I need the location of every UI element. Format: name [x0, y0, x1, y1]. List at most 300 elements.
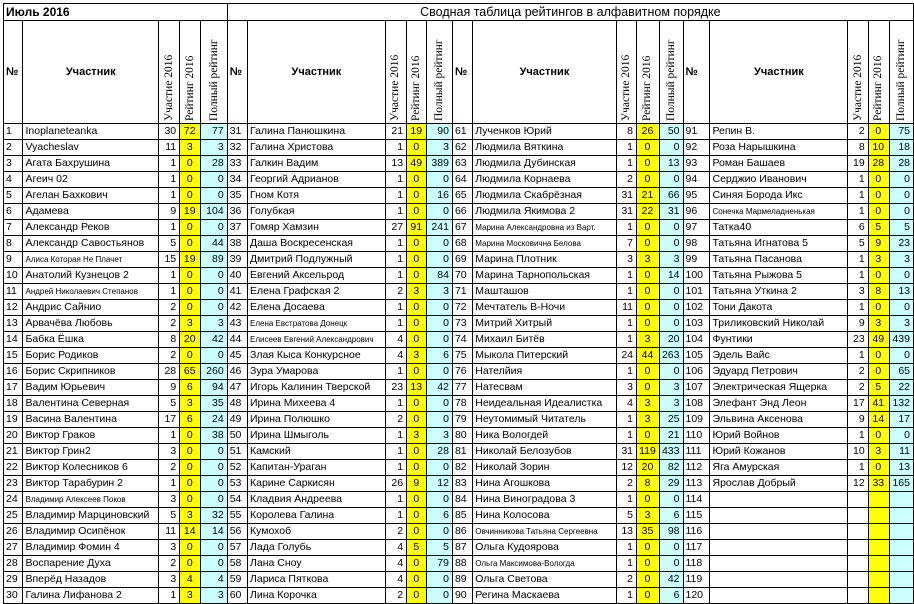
rating-2016: 3 [180, 396, 201, 412]
full-rating: 0 [427, 236, 453, 252]
participation-count: 1 [158, 188, 179, 204]
participation-count: 10 [848, 444, 868, 460]
rating-2016: 0 [180, 492, 201, 508]
full-rating: 0 [889, 204, 913, 220]
rating-2016: 0 [180, 540, 201, 556]
participant-name: Борис Родиков [23, 348, 158, 364]
participation-count: 1 [848, 268, 868, 284]
participation-count: 1 [616, 492, 636, 508]
full-rating: 0 [427, 300, 453, 316]
row-number: 83 [452, 476, 472, 492]
full-rating: 14 [201, 524, 227, 540]
participation-count: 3 [616, 252, 636, 268]
row-number: 33 [227, 156, 247, 172]
row-number: 105 [683, 348, 710, 364]
participant-name: Капитан-Ураган [247, 460, 385, 476]
rating-2016: 0 [407, 172, 427, 188]
row-number: 108 [683, 396, 710, 412]
participation-count: 5 [848, 236, 868, 252]
participation-count: 1 [158, 476, 179, 492]
header-full-rating-text: Полный рейтинг [207, 39, 220, 121]
participant-name: Людмила Якимова 2 [473, 204, 616, 220]
full-rating: 29 [659, 476, 683, 492]
rating-2016: 9 [407, 476, 427, 492]
header-participant: Участник [710, 21, 848, 124]
full-rating: 0 [659, 316, 683, 332]
participant-name: Татьяна Игнатова 5 [710, 236, 848, 252]
rating-2016: 0 [637, 364, 660, 380]
row-number: 61 [452, 124, 472, 140]
rating-2016: 26 [637, 124, 660, 140]
row-number: 32 [227, 140, 247, 156]
full-rating: 3 [889, 252, 913, 268]
full-rating: 25 [659, 412, 683, 428]
participation-count: 3 [158, 572, 179, 588]
participation-count: 2 [385, 412, 406, 428]
participant-name: Овчинникова Татьяна Сергеевна [473, 524, 616, 540]
row-number: 36 [227, 204, 247, 220]
rating-2016: 3 [868, 316, 889, 332]
participation-count: 2 [385, 524, 406, 540]
full-rating: 13 [889, 460, 913, 476]
participant-name: Лариса Пяткова [247, 572, 385, 588]
row-number: 18 [4, 396, 23, 412]
full-rating: 44 [201, 236, 227, 252]
full-rating: 42 [201, 332, 227, 348]
row-number: 92 [683, 140, 710, 156]
participant-name: Эдель Вайс [710, 348, 848, 364]
participation-count: 3 [158, 540, 179, 556]
participant-name: Михаил Битёв [473, 332, 616, 348]
row-number: 21 [4, 444, 23, 460]
rating-2016: 35 [637, 524, 660, 540]
participation-count: 2 [385, 588, 406, 604]
participation-count: 4 [616, 396, 636, 412]
participation-count: 2 [158, 348, 179, 364]
rating-2016: 0 [407, 316, 427, 332]
participant-name: Георгий Адрианов [247, 172, 385, 188]
rating-2016: 10 [868, 140, 889, 156]
row-number: 104 [683, 332, 710, 348]
full-rating: 0 [659, 492, 683, 508]
table-row [4, 508, 914, 524]
full-rating: 3 [427, 284, 453, 300]
participation-count: 30 [158, 124, 179, 140]
participant-name: Людмила Дубинская [473, 156, 616, 172]
row-number: 82 [452, 460, 472, 476]
full-rating: 66 [659, 188, 683, 204]
full-rating: 5 [889, 220, 913, 236]
rating-2016: 49 [868, 332, 889, 348]
row-number: 68 [452, 236, 472, 252]
participant-name: Нателйия [473, 364, 616, 380]
participation-count: 2 [158, 460, 179, 476]
participant-name: Нина Виноградова 3 [473, 492, 616, 508]
rating-2016: 0 [868, 460, 889, 476]
full-rating: 13 [659, 156, 683, 172]
participation-count: 9 [848, 412, 868, 428]
row-number: 27 [4, 540, 23, 556]
rating-2016: 3 [637, 396, 660, 412]
table-row [4, 412, 914, 428]
table-row [4, 284, 914, 300]
rating-2016: 0 [407, 268, 427, 284]
table-row [4, 556, 914, 572]
participant-name: Серджио Иванович [710, 172, 848, 188]
table-row [4, 252, 914, 268]
participation-count [848, 524, 868, 540]
table-row [4, 396, 914, 412]
rating-2016: 3 [407, 348, 427, 364]
rating-2016: 0 [637, 268, 660, 284]
row-number: 4 [4, 172, 23, 188]
rating-2016: 0 [637, 572, 660, 588]
participant-name: Триликовский Николай [710, 316, 848, 332]
rating-2016: 91 [407, 220, 427, 236]
header-participation [616, 21, 636, 124]
rating-2016: 0 [868, 172, 889, 188]
participant-name [710, 508, 848, 524]
full-rating: 263 [659, 348, 683, 364]
participation-count: 31 [616, 188, 636, 204]
participant-name: Голубкая [247, 204, 385, 220]
participation-count: 1 [158, 284, 179, 300]
participant-name: Вперёд Назадов [23, 572, 158, 588]
rating-2016: 0 [180, 172, 201, 188]
full-rating: 0 [889, 348, 913, 364]
full-rating: 22 [889, 380, 913, 396]
rating-2016: 0 [407, 364, 427, 380]
rating-2016: 0 [637, 172, 660, 188]
row-number: 19 [4, 412, 23, 428]
rating-2016: 0 [637, 316, 660, 332]
participation-count: 11 [158, 524, 179, 540]
row-number: 6 [4, 204, 23, 220]
participant-name: Эльвина Аксенова [710, 412, 848, 428]
participant-name: Галина Панюшкина [247, 124, 385, 140]
participation-count: 2 [616, 572, 636, 588]
row-number: 23 [4, 476, 23, 492]
rating-2016: 3 [407, 284, 427, 300]
header-participant: Участник [23, 21, 158, 124]
table-row [4, 124, 914, 140]
full-rating: 0 [427, 572, 453, 588]
rating-2016: 0 [407, 572, 427, 588]
row-number: 78 [452, 396, 472, 412]
rating-2016: 9 [868, 236, 889, 252]
rating-2016: 14 [180, 524, 201, 540]
participation-count: 1 [158, 268, 179, 284]
participant-name: Агеич 02 [23, 172, 158, 188]
row-number: 77 [452, 380, 472, 396]
row-number: 41 [227, 284, 247, 300]
participation-count: 1 [848, 300, 868, 316]
row-number: 98 [683, 236, 710, 252]
rating-2016: 3 [868, 252, 889, 268]
rating-2016: 0 [407, 252, 427, 268]
participation-count: 15 [158, 252, 179, 268]
participation-count: 3 [158, 444, 179, 460]
rating-2016 [868, 492, 889, 508]
participation-count: 2 [848, 124, 868, 140]
row-number: 93 [683, 156, 710, 172]
full-rating: 3 [659, 252, 683, 268]
rating-2016: 0 [637, 236, 660, 252]
rating-2016: 0 [868, 348, 889, 364]
rating-2016: 0 [637, 284, 660, 300]
participant-name: Королева Галина [247, 508, 385, 524]
rating-2016: 19 [407, 124, 427, 140]
rating-2016: 6 [180, 412, 201, 428]
row-number: 9 [4, 252, 23, 268]
row-number: 60 [227, 588, 247, 604]
row-number: 44 [227, 332, 247, 348]
participant-name: Бабка Ёшка [23, 332, 158, 348]
participant-name: Эдуард Петрович [710, 364, 848, 380]
participation-count: 3 [616, 380, 636, 396]
row-number: 24 [4, 492, 23, 508]
rating-2016 [868, 540, 889, 556]
participation-count: 28 [158, 364, 179, 380]
participation-count: 4 [385, 540, 406, 556]
row-number: 101 [683, 284, 710, 300]
row-number: 49 [227, 412, 247, 428]
row-number: 14 [4, 332, 23, 348]
participant-name: Машташов [473, 284, 616, 300]
full-rating: 6 [659, 508, 683, 524]
rating-2016 [868, 572, 889, 588]
rating-2016: 19 [180, 252, 201, 268]
row-number: 43 [227, 316, 247, 332]
full-rating: 0 [889, 172, 913, 188]
participant-name: Яга Амурская [710, 460, 848, 476]
participation-count: 26 [385, 476, 406, 492]
row-number: 56 [227, 524, 247, 540]
participant-name: Роза Нарышкина [710, 140, 848, 156]
row-number: 20 [4, 428, 23, 444]
participation-count: 1 [848, 252, 868, 268]
full-rating: 433 [659, 444, 683, 460]
participation-count: 2 [158, 300, 179, 316]
row-number: 46 [227, 364, 247, 380]
row-number: 70 [452, 268, 472, 284]
row-number: 34 [227, 172, 247, 188]
full-rating: 0 [889, 268, 913, 284]
full-rating: 6 [659, 588, 683, 604]
participation-count: 4 [385, 332, 406, 348]
row-number: 118 [683, 556, 710, 572]
rating-2016: 3 [868, 444, 889, 460]
participant-name: Ирина Полюшко [247, 412, 385, 428]
header-participation-text: Участие 2016 [619, 54, 632, 121]
participant-name: Ника Вологдей [473, 428, 616, 444]
header-number: № [452, 21, 472, 124]
full-rating: 0 [659, 556, 683, 572]
row-number: 8 [4, 236, 23, 252]
full-rating: 3 [659, 396, 683, 412]
participation-count: 11 [616, 300, 636, 316]
full-rating: 0 [201, 300, 227, 316]
header-full-rating-text: Полный рейтинг [664, 39, 677, 121]
full-rating: 3 [427, 428, 453, 444]
row-number: 53 [227, 476, 247, 492]
table-row [4, 220, 914, 236]
full-rating: 50 [659, 124, 683, 140]
participant-name: Лина Корочка [247, 588, 385, 604]
row-number: 113 [683, 476, 710, 492]
row-number: 102 [683, 300, 710, 316]
table-row [4, 332, 914, 348]
full-rating: 0 [427, 588, 453, 604]
participant-name: Игорь Калинин Тверской [247, 380, 385, 396]
table-row [4, 460, 914, 476]
row-number: 110 [683, 428, 710, 444]
row-number: 115 [683, 508, 710, 524]
participant-name: Ольга Максимова-Вологда [473, 556, 616, 572]
rating-2016: 0 [180, 188, 201, 204]
full-rating: 0 [659, 284, 683, 300]
row-number: 25 [4, 508, 23, 524]
table-row [4, 364, 914, 380]
participation-count: 9 [158, 204, 179, 220]
participation-count: 1 [848, 188, 868, 204]
header-full-rating [659, 21, 683, 124]
rating-2016: 0 [180, 284, 201, 300]
full-rating: 0 [427, 316, 453, 332]
row-number: 5 [4, 188, 23, 204]
row-number: 29 [4, 572, 23, 588]
participation-count: 2 [158, 556, 179, 572]
rating-2016: 20 [637, 460, 660, 476]
participation-count: 17 [848, 396, 868, 412]
row-number: 120 [683, 588, 710, 604]
rating-2016: 0 [407, 524, 427, 540]
participant-name: Валентина Северная [23, 396, 158, 412]
row-number: 45 [227, 348, 247, 364]
participation-count: 1 [158, 428, 179, 444]
row-number: 97 [683, 220, 710, 236]
full-rating: 104 [201, 204, 227, 220]
rating-2016: 41 [868, 396, 889, 412]
participation-count: 1 [616, 412, 636, 428]
participation-count: 1 [848, 172, 868, 188]
full-rating: 0 [427, 332, 453, 348]
table-row [4, 156, 914, 172]
participation-count: 1 [385, 364, 406, 380]
table-row [4, 348, 914, 364]
rating-2016: 0 [637, 380, 660, 396]
full-rating: 75 [889, 124, 913, 140]
row-number: 116 [683, 524, 710, 540]
participant-name: Елена Евстратова Донецк [247, 316, 385, 332]
row-number: 57 [227, 540, 247, 556]
participant-name [710, 556, 848, 572]
rating-2016: 0 [407, 460, 427, 476]
row-number: 7 [4, 220, 23, 236]
header-rating-text: Рейтинг 2016 [641, 55, 654, 121]
row-number: 22 [4, 460, 23, 476]
rating-2016: 0 [637, 220, 660, 236]
participant-name: Нина Агошкова [473, 476, 616, 492]
table-row [4, 428, 914, 444]
rating-2016: 0 [407, 300, 427, 316]
participant-name: Регина Маскаева [473, 588, 616, 604]
full-rating: 94 [201, 380, 227, 396]
full-rating: 11 [889, 444, 913, 460]
full-rating: 0 [427, 524, 453, 540]
full-rating: 28 [427, 444, 453, 460]
participation-count: 1 [616, 428, 636, 444]
participant-name: Марина Московична Белова [473, 236, 616, 252]
participant-name: Марина Александровна из Варт. [473, 220, 616, 236]
full-rating: 0 [427, 492, 453, 508]
table-row [4, 172, 914, 188]
row-number: 64 [452, 172, 472, 188]
table-row [4, 300, 914, 316]
participation-count: 1 [385, 204, 406, 220]
participation-count: 1 [385, 492, 406, 508]
row-number: 52 [227, 460, 247, 476]
participant-name: Нина Колосова [473, 508, 616, 524]
participation-count: 2 [385, 284, 406, 300]
rating-2016: 0 [407, 332, 427, 348]
participant-name: Виктор Граков [23, 428, 158, 444]
full-rating: 3 [201, 316, 227, 332]
row-number: 50 [227, 428, 247, 444]
row-number: 73 [452, 316, 472, 332]
rating-2016: 0 [180, 460, 201, 476]
header-number: № [683, 21, 710, 124]
rating-2016: 3 [180, 508, 201, 524]
full-rating: 0 [659, 220, 683, 236]
full-rating: 260 [201, 364, 227, 380]
rating-summary-table [3, 3, 914, 604]
participation-count: 1 [385, 316, 406, 332]
table-row [4, 316, 914, 332]
participation-count: 2 [616, 476, 636, 492]
participation-count: 5 [158, 236, 179, 252]
participant-name: Арвачёва Любовь [23, 316, 158, 332]
rating-2016: 28 [868, 156, 889, 172]
row-number: 11 [4, 284, 23, 300]
rating-2016: 21 [637, 188, 660, 204]
full-rating: 35 [201, 396, 227, 412]
full-rating: 28 [889, 156, 913, 172]
participant-name: Кладвия Андреева [247, 492, 385, 508]
row-number: 59 [227, 572, 247, 588]
row-number: 112 [683, 460, 710, 476]
participation-count: 1 [158, 220, 179, 236]
table-row [4, 140, 914, 156]
table-row [4, 204, 914, 220]
participant-name: Тони Дакота [710, 300, 848, 316]
participation-count: 3 [848, 284, 868, 300]
participant-name: Людмила Вяткина [473, 140, 616, 156]
participant-name: Камский [247, 444, 385, 460]
row-number: 95 [683, 188, 710, 204]
full-rating: 0 [201, 540, 227, 556]
participation-count: 17 [158, 412, 179, 428]
rating-2016: 0 [637, 492, 660, 508]
full-rating: 0 [201, 348, 227, 364]
rating-2016: 119 [637, 444, 660, 460]
row-number: 74 [452, 332, 472, 348]
participation-count: 1 [616, 220, 636, 236]
rating-2016: 13 [407, 380, 427, 396]
rating-2016: 44 [637, 348, 660, 364]
participant-name: Елисеев Евгений Александрович [247, 332, 385, 348]
full-rating: 0 [427, 204, 453, 220]
